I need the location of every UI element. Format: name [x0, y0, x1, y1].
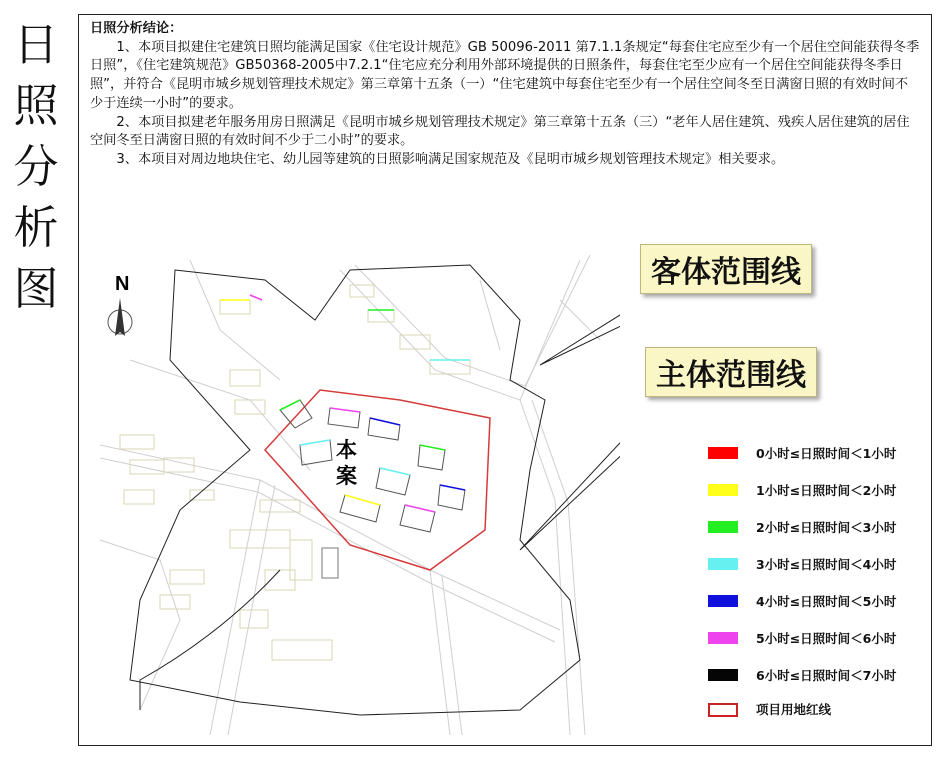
north-arrow — [108, 273, 132, 336]
object-callout-leader — [540, 290, 620, 365]
conclusion-paragraph-2: 2、本项目拟建老年服务用房日照满足《昆明市城乡规划管理技术规定》第三章第十五条（三）“老年人居住建筑、残疾人居住建筑的居住空间冬至日满窗日照的有效时间不少于二小时”的要求。 — [90, 114, 910, 149]
vertical-title — [8, 14, 64, 319]
conclusion-paragraph-3: 3、本项目对周边地块住宅、幼儿园等建筑的日照影响满足国家规范及《昆明市城乡规划管理技术规定》相关要求。 — [116, 151, 785, 167]
road-network — [100, 255, 600, 735]
legend-label: 项目用地红线 — [756, 702, 832, 717]
subject-boundary — [140, 570, 280, 710]
legend-swatch — [708, 521, 738, 533]
object-boundary-callout: 客体范围线 — [640, 244, 812, 294]
title-char: 分 — [13, 140, 59, 193]
legend-label: 1小时≤日照时间＜2小时 — [756, 483, 897, 498]
legend-item — [708, 480, 918, 500]
project-label-1: 本 — [336, 438, 358, 462]
title-char: 照 — [13, 79, 59, 132]
conclusion-heading: 日照分析结论： — [90, 21, 183, 36]
title-char: 图 — [13, 262, 59, 315]
project-buildings — [280, 400, 465, 532]
subject-boundary-callout: 主体范围线 — [645, 347, 817, 397]
north-needle — [115, 298, 125, 336]
legend-item — [708, 517, 918, 537]
legend-swatch — [708, 632, 738, 644]
legend-label: 3小时≤日照时间＜4小时 — [756, 557, 897, 572]
legend-label: 4小时≤日照时间＜5小时 — [756, 594, 897, 609]
legend-swatch — [708, 447, 738, 459]
title-char: 日 — [13, 18, 59, 71]
legend-swatch — [708, 484, 738, 496]
legend-item — [708, 443, 918, 463]
legend-label: 2小时≤日照时间＜3小时 — [756, 520, 897, 535]
legend-item — [708, 628, 918, 648]
north-label: N — [115, 273, 130, 295]
legend-swatch — [708, 703, 738, 717]
legend-item — [708, 554, 918, 574]
legend-label: 0小时≤日照时间＜1小时 — [756, 446, 897, 461]
legend-swatch — [708, 595, 738, 607]
conclusion-text — [90, 20, 920, 170]
title-char: 析 — [13, 201, 59, 254]
context-buildings — [120, 285, 470, 660]
site-map — [100, 240, 620, 735]
project-label-2: 案 — [336, 464, 357, 488]
legend-label: 6小时≤日照时间＜7小时 — [756, 668, 897, 683]
conclusion-paragraph-1: 1、本项目拟建住宅建筑日照均能满足国家《住宅设计规范》GB 50096-2011 第7.1.1条规定“每套住宅应至少有一个居住空间能获得冬季日照”，《住宅建筑规范》GB50368-2005中7.2.1“住宅应充分利用外部环境提供的日照条件，每套住宅至少应有一个居住空间能获得冬季日照”，并符合《昆明市城乡规划管理技术规定》第三章第十五条（一）“住宅建筑中每套住宅至少有一个居住空间冬至日满窗日照的有效时间不少于连续一小时”的要求。 — [90, 39, 920, 111]
legend-item — [708, 591, 918, 611]
legend-item — [708, 699, 918, 719]
legend-label: 5小时≤日照时间＜6小时 — [756, 631, 897, 646]
legend-swatch — [708, 669, 738, 681]
legend-swatch — [708, 558, 738, 570]
legend-item — [708, 665, 918, 685]
